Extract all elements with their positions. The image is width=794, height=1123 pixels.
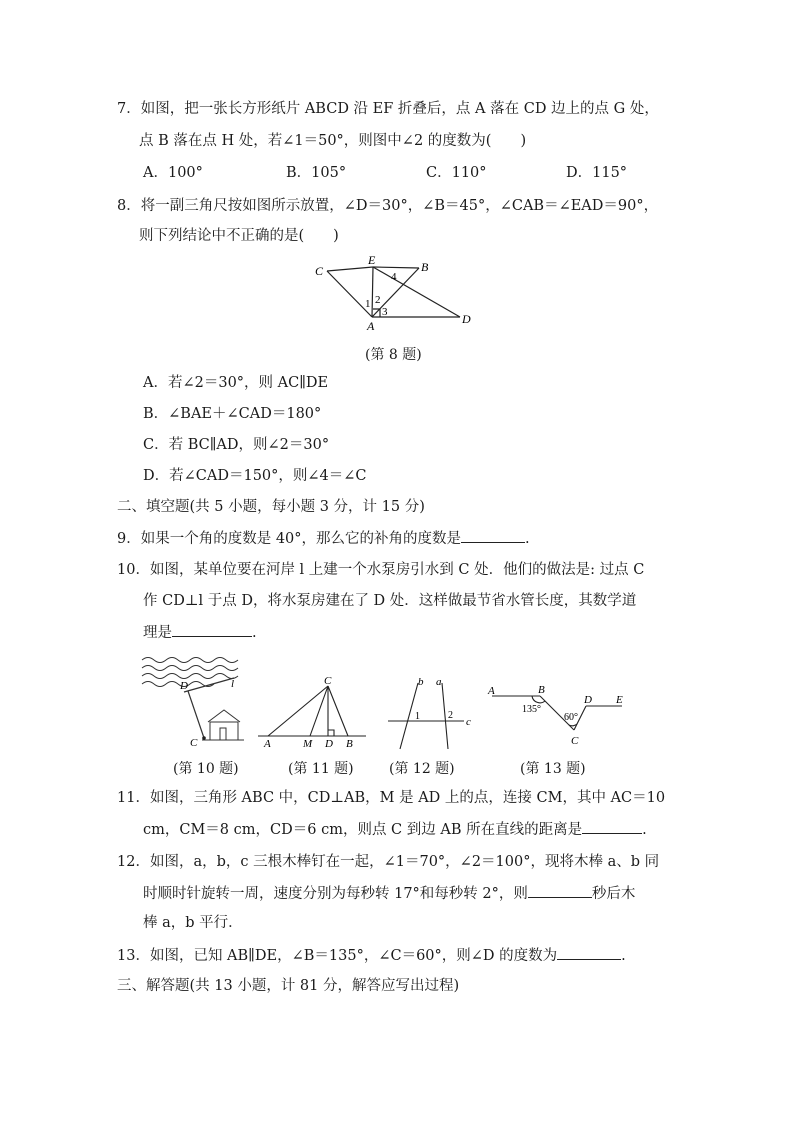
river-wave-1 — [142, 658, 238, 663]
fig10-caption: (第 10 题) — [173, 761, 239, 777]
segment-ea — [372, 267, 373, 317]
q8-option-c: C．若 BC∥AD，则∠2＝30° — [143, 437, 330, 453]
label-d: D — [584, 694, 592, 706]
label-b: B — [346, 738, 353, 750]
q10-line3-text: 理是 — [143, 625, 172, 641]
q8-stem-line2: 则下列结论中不正确的是( ) — [139, 228, 339, 244]
label-e: E — [616, 694, 623, 706]
q7-option-c: C．110° — [426, 165, 487, 181]
segment-ce — [327, 267, 373, 271]
angle-c-arc — [569, 724, 577, 726]
q10-answer-blank[interactable] — [172, 622, 252, 637]
q12-line2-text-a: 时顺时针旋转一周，速度分别为每秒转 17°和每秒转 2°，则 — [143, 886, 528, 902]
label-d: D — [180, 680, 188, 692]
label-a: A — [264, 738, 271, 750]
q12-answer-blank[interactable] — [528, 883, 592, 898]
label-c: c — [466, 716, 471, 728]
q7-option-b: B．105° — [286, 165, 347, 181]
river-wave-2 — [142, 666, 238, 671]
q9-answer-blank[interactable] — [461, 528, 525, 543]
pump-house-roof — [208, 710, 240, 722]
q7-stem-line1: 7．如图，把一张长方形纸片 ABCD 沿 EF 折叠后，点 A 落在 CD 边上的点 G 处， — [117, 101, 659, 117]
riverbank-l — [184, 678, 234, 692]
right-angle-mark — [328, 730, 334, 736]
fig11-caption: (第 11 题) — [288, 761, 354, 777]
label-m: M — [303, 738, 313, 750]
q7-option-a: A．100° — [143, 165, 203, 181]
label-b: B — [538, 684, 545, 696]
fig12 — [384, 673, 480, 751]
river-wave-4 — [142, 682, 214, 687]
q9-end: . — [525, 531, 530, 547]
label-c: C — [315, 264, 324, 278]
pump-house-door — [220, 728, 226, 740]
q11-line2 — [143, 819, 647, 840]
label-l: l — [231, 678, 235, 690]
q11-end: . — [642, 822, 647, 838]
river-wave-3 — [142, 674, 238, 679]
q7-option-d: D．115° — [566, 165, 628, 181]
q8-stem-line1: 8．将一副三角尺按如图所示放置，∠D＝30°，∠B＝45°，∠CAB＝∠EAD＝90°， — [117, 198, 659, 214]
q13-answer-blank[interactable] — [557, 945, 621, 960]
segment-ca — [327, 271, 372, 317]
label-a: A — [488, 685, 495, 697]
label-d: D — [462, 312, 471, 326]
q9-stem: 9．如果一个角的度数是 40°，那么它的补角的度数是 — [117, 531, 462, 547]
q13-end: . — [621, 948, 626, 964]
point-c — [202, 736, 206, 740]
label-b: B — [421, 260, 429, 274]
angle-b-value: 135° — [522, 704, 541, 715]
fig12-caption: (第 12 题) — [389, 761, 455, 777]
q8-figure — [310, 255, 480, 335]
q11-line2-text: cm，CM＝8 cm，CD＝6 cm，则点 C 到边 AB 所在直线的距离是 — [143, 822, 583, 838]
fig13 — [484, 680, 634, 752]
q12-line2 — [143, 883, 635, 904]
q13-stem: 13．如图，已知 AB∥DE，∠B＝135°，∠C＝60°，则∠D 的度数为 — [117, 948, 558, 964]
label-d: D — [325, 738, 333, 750]
angle-2: 2 — [375, 294, 381, 306]
label-e: E — [368, 255, 376, 267]
section-3-heading: 三、解答题(共 13 小题，计 81 分，解答应写出过程) — [117, 978, 460, 994]
pump-house — [210, 722, 238, 740]
q12-line3: 棒 a，b 平行． — [143, 915, 243, 931]
angle-1: 1 — [415, 711, 420, 722]
label-c: C — [190, 737, 198, 748]
q12-line1: 12．如图，a，b，c 三根木棒钉在一起，∠1＝70°，∠2＝100°，现将木棒 a、b 同 — [117, 854, 660, 870]
fig10 — [138, 648, 250, 748]
label-a: a — [436, 676, 442, 688]
q7-stem-line2: 点 B 落在点 H 处，若∠1＝50°，则图中∠2 的度数为( ) — [139, 133, 527, 149]
label-a: A — [367, 319, 375, 333]
q11-line1: 11．如图，三角形 ABC 中，CD⊥AB，M 是 AD 上的点，连接 CM，其中 AC＝10 — [117, 790, 666, 806]
q9-text — [117, 528, 530, 549]
q8-option-b: B．∠BAE＋∠CAD＝180° — [143, 406, 322, 422]
angle-1: 1 — [365, 298, 371, 310]
q10-line3 — [143, 622, 257, 643]
q10-line1: 10．如图，某单位要在河岸 l 上建一个水泵房引水到 C 处．他们的做法是: 过点 C — [117, 562, 645, 578]
section-2-heading: 二、填空题(共 5 小题，每小题 3 分，计 15 分) — [117, 499, 425, 515]
q13-text — [117, 945, 626, 966]
segment-cb — [328, 686, 348, 736]
label-b: b — [418, 676, 424, 688]
q10-line2: 作 CD⊥l 于点 D，将水泵房建在了 D 处．这样做最节省水管长度，其数学道 — [143, 593, 637, 609]
q10-end: . — [252, 625, 257, 641]
angle-3: 3 — [382, 306, 388, 318]
angle-4: 4 — [391, 271, 397, 283]
q11-answer-blank[interactable] — [582, 819, 642, 834]
q8-option-d: D．若∠CAD＝150°，则∠4＝∠C — [143, 468, 367, 484]
q8-option-a: A．若∠2＝30°，则 AC∥DE — [143, 375, 329, 391]
fig13-caption: (第 13 题) — [520, 761, 586, 777]
q12-line2-text-b: 秒后木 — [591, 886, 636, 902]
fig11 — [256, 674, 368, 750]
q8-caption: (第 8 题) — [365, 347, 422, 363]
angle-2: 2 — [448, 710, 453, 721]
label-c: C — [571, 735, 579, 747]
segment-eb — [373, 267, 419, 268]
label-c: C — [324, 675, 332, 687]
segment-cd — [188, 691, 204, 738]
angle-c-value: 60° — [564, 712, 578, 723]
